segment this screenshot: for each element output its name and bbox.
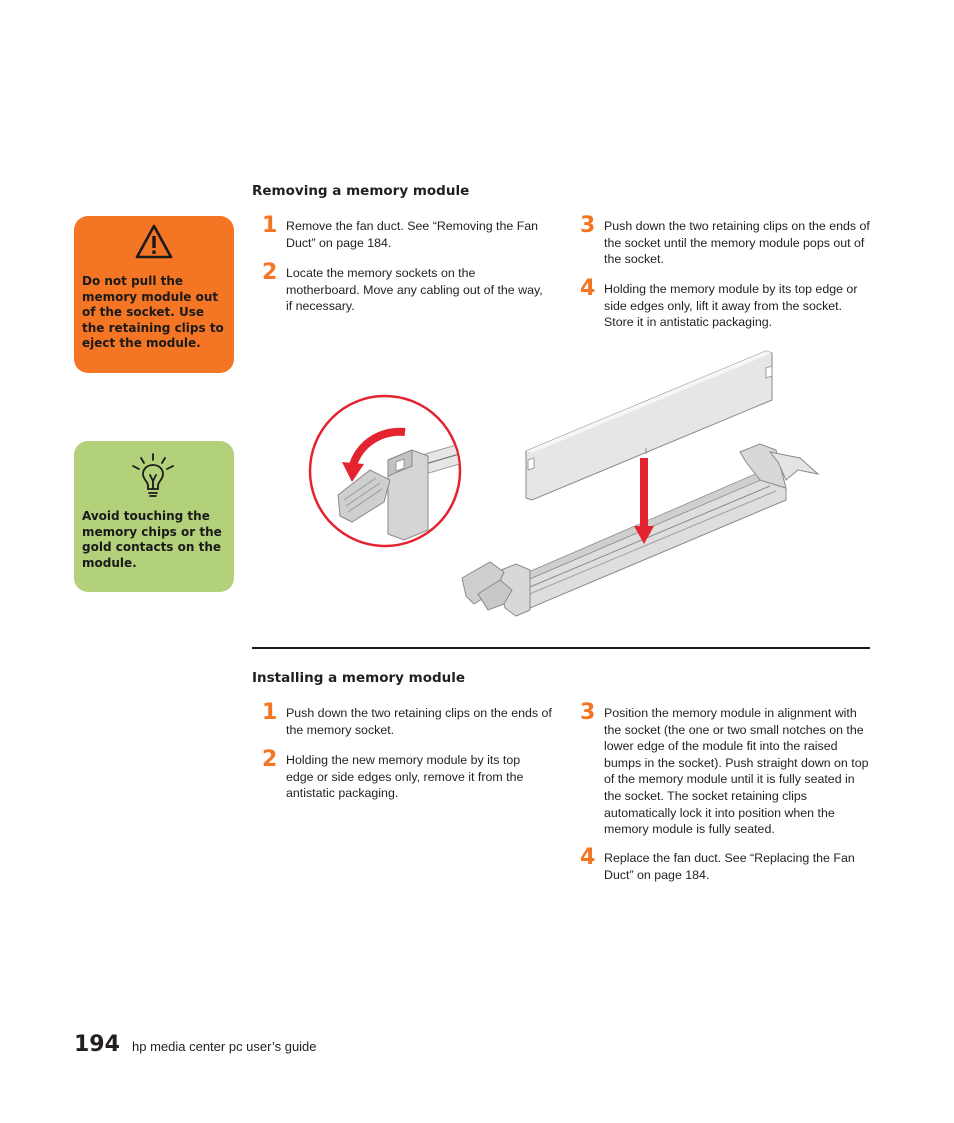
installing-step-1-text: Push down the two retaining clips on the ends of the memory socket. xyxy=(286,706,552,737)
removing-step-1-text: Remove the fan duct. See “Removing the Fan Duct” on page 184. xyxy=(286,219,539,250)
removing-heading: Removing a memory module xyxy=(252,183,470,199)
clip-detail-circle xyxy=(310,396,480,546)
warning-text: Do not pull the memory module out of the socket. Use the retaining clips to eject the module. xyxy=(82,274,224,351)
removing-step-4-text: Holding the memory module by its top edge or side edges only, lift it away from the socket. Store it in antistatic packaging. xyxy=(604,282,858,330)
warning-triangle-icon xyxy=(134,222,174,262)
installing-step-2-number: 2 xyxy=(262,747,278,772)
installing-step-4-text: Replace the fan duct. See “Replacing the Fan Duct” on page 184. xyxy=(604,851,855,882)
removing-step-3-text: Push down the two retaining clips on the ends of the socket until the memory module pops out of the socket. xyxy=(604,219,870,267)
installing-step-3-number: 3 xyxy=(580,700,596,725)
lightbulb-icon xyxy=(128,451,178,501)
memory-module xyxy=(526,351,772,500)
installing-step-2-text: Holding the new memory module by its top edge or side edges only, remove it from the antistatic packaging. xyxy=(286,753,524,801)
removing-step-2-number: 2 xyxy=(262,260,278,285)
section-divider xyxy=(252,647,870,649)
guide-title: hp media center pc user’s guide xyxy=(132,1039,317,1054)
warning-callout xyxy=(74,216,234,373)
insert-arrow xyxy=(634,458,654,544)
installing-step-1-number: 1 xyxy=(262,700,278,725)
tip-callout xyxy=(74,441,234,592)
memory-module-illustration xyxy=(300,340,830,625)
removing-step-1-number: 1 xyxy=(262,213,278,238)
page-number: 194 xyxy=(74,1032,120,1057)
removing-step-3-number: 3 xyxy=(580,213,596,238)
removing-step-2-text: Locate the memory sockets on the motherboard. Move any cabling out of the way, if necessary. xyxy=(286,266,543,314)
installing-step-3-text: Position the memory module in alignment with the socket (the one or two small notches on the lower edge of the module fit into the raised bumps in the socket). Push straight down on top of the memory module until it is fully seated in the socket. The socket retaining clips automatically lock it into position when the memory module is fully seated. xyxy=(604,706,869,837)
installing-step-4-number: 4 xyxy=(580,845,596,870)
tip-text: Avoid touching the memory chips or the gold contacts on the module. xyxy=(82,509,222,570)
removing-step-4-number: 4 xyxy=(580,276,596,301)
installing-heading: Installing a memory module xyxy=(252,670,466,686)
